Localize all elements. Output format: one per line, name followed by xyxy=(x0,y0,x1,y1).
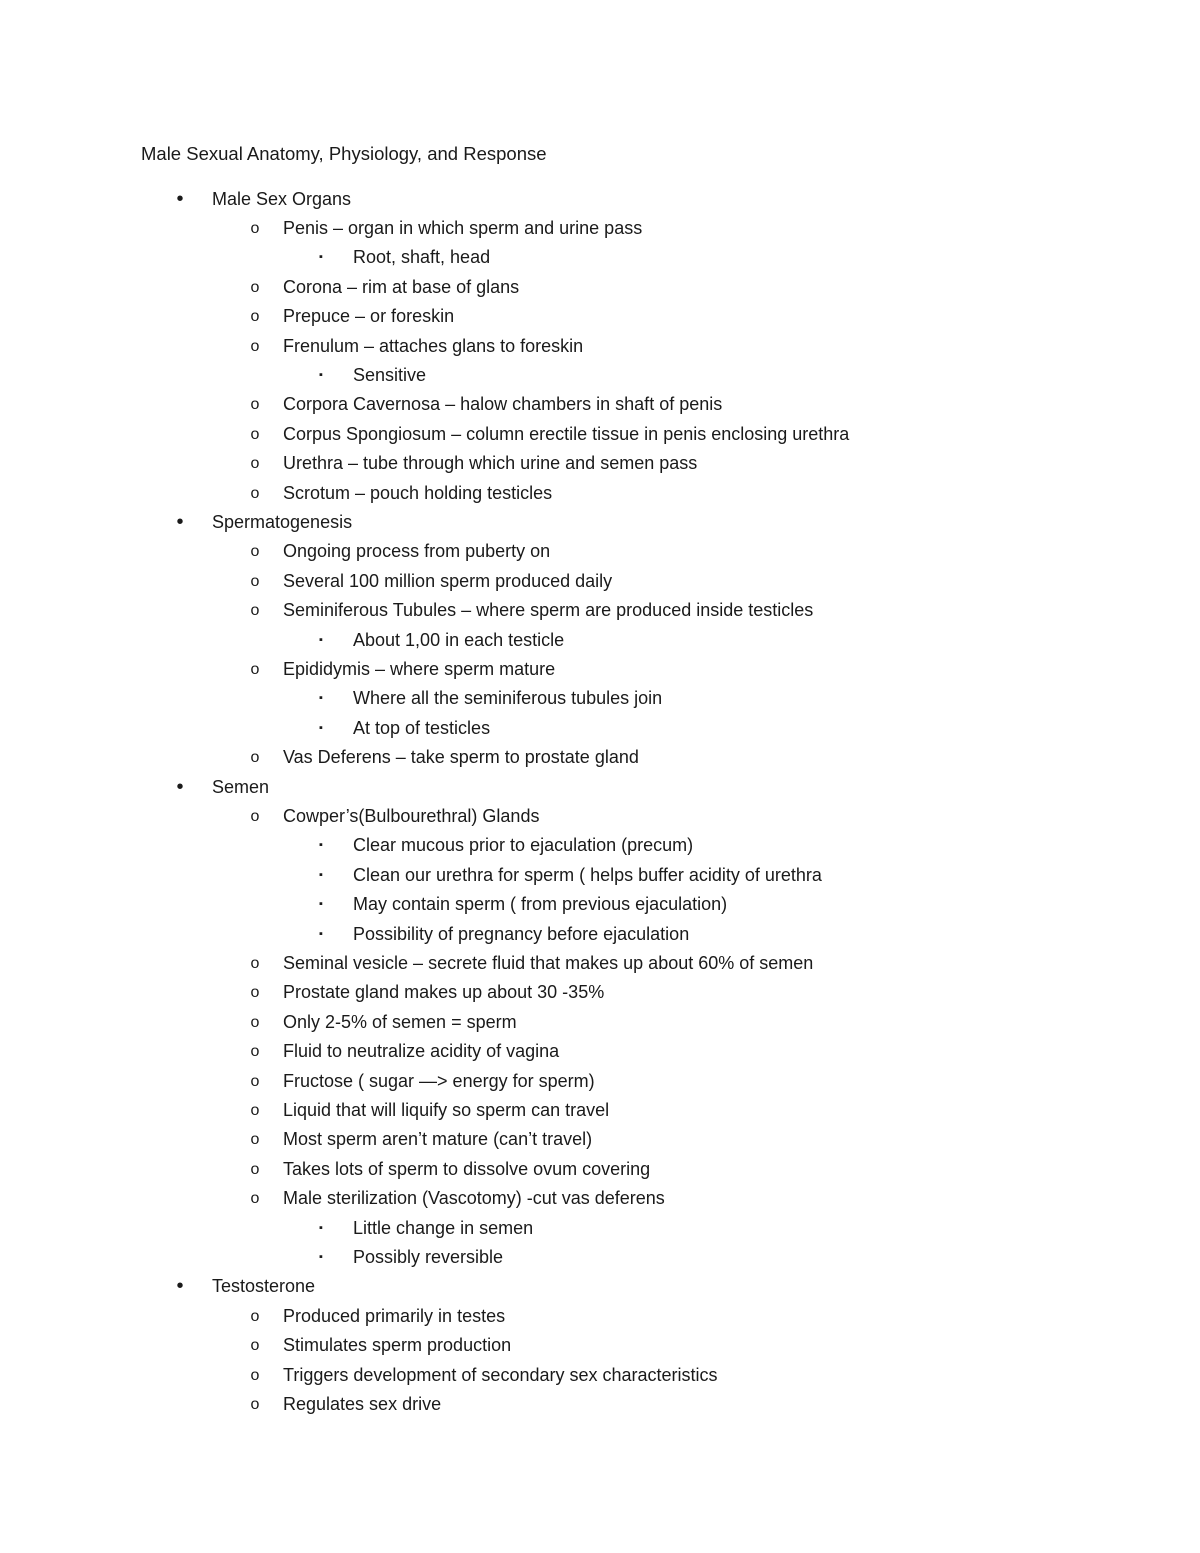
outline-item-text: Stimulates sperm production xyxy=(283,1335,512,1356)
bullet-square-icon: ▪ xyxy=(319,251,323,264)
bullet-circle-icon: o xyxy=(250,1190,260,1208)
outline-item-text: Frenulum – attaches glans to foreskin xyxy=(283,335,584,356)
outline-item-text: Testosterone xyxy=(212,1276,316,1297)
bullet-circle-icon: o xyxy=(250,1160,260,1178)
bullet-square-icon: ▪ xyxy=(319,898,323,911)
bullet-square-icon: ▪ xyxy=(319,721,323,734)
outline-item-text: Vas Deferens – take sperm to prostate gland xyxy=(283,747,639,768)
bullet-circle-icon: o xyxy=(250,1307,260,1325)
bullet-square-icon: ▪ xyxy=(319,633,323,646)
outline-item-text: Penis – organ in which sperm and urine pass xyxy=(283,217,643,238)
outline-item-text: Seminiferous Tubules – where sperm are produced inside testicles xyxy=(283,600,814,621)
outline-item-text: Epididymis – where sperm mature xyxy=(283,658,556,679)
outline-item-text: Produced primarily in testes xyxy=(283,1305,506,1326)
outline-item-text: Urethra – tube through which urine and semen pass xyxy=(283,453,698,474)
bullet-circle-icon: o xyxy=(250,337,260,355)
outline-item-text: Little change in semen xyxy=(353,1217,534,1238)
outline-item-text: Most sperm aren’t mature (can’t travel) xyxy=(283,1129,593,1150)
outline-item-text: Male sterilization (Vascotomy) -cut vas deferens xyxy=(283,1188,665,1209)
bullet-square-icon: ▪ xyxy=(319,927,323,940)
outline-item-text: Regulates sex drive xyxy=(283,1393,442,1414)
outline-item-text: Ongoing process from puberty on xyxy=(283,541,551,562)
outline-item-text: Male Sex Organs xyxy=(212,188,352,209)
outline-item-text: Prepuce – or foreskin xyxy=(283,306,455,327)
outline-item-text: Where all the seminiferous tubules join xyxy=(353,688,663,709)
bullet-square-icon: ▪ xyxy=(319,868,323,881)
bullet-circle-icon: o xyxy=(250,1131,260,1149)
bullet-circle-icon: o xyxy=(250,1101,260,1119)
bullet-circle-icon: o xyxy=(250,749,260,767)
outline-item-text: Prostate gland makes up about 30 -35% xyxy=(283,982,605,1003)
bullet-circle-icon: o xyxy=(250,1395,260,1413)
bullet-circle-icon: o xyxy=(250,278,260,296)
outline-item-text: Only 2-5% of semen = sperm xyxy=(283,1011,517,1032)
document-title: Male Sexual Anatomy, Physiology, and Response xyxy=(141,143,547,164)
outline-item-text: Corpora Cavernosa – halow chambers in shaft of penis xyxy=(283,394,723,415)
bullet-circle-icon: o xyxy=(250,572,260,590)
bullet-circle-icon: o xyxy=(250,1013,260,1031)
bullet-circle-icon: o xyxy=(250,484,260,502)
bullet-circle-icon: o xyxy=(250,1043,260,1061)
bullet-circle-icon: o xyxy=(250,543,260,561)
outline-item-text: Clear mucous prior to ejaculation (precum) xyxy=(353,835,694,856)
outline-item-text: Sensitive xyxy=(353,364,427,385)
outline-item-text: Clean our urethra for sperm ( helps buffer acidity of urethra xyxy=(353,864,822,885)
outline-item-text: May contain sperm ( from previous ejaculation) xyxy=(353,894,728,915)
outline-item-text: Corona – rim at base of glans xyxy=(283,276,520,297)
bullet-square-icon: ▪ xyxy=(319,368,323,381)
bullet-square-icon: ▪ xyxy=(319,1221,323,1234)
bullet-circle-icon: o xyxy=(250,1072,260,1090)
outline-item-text: Corpus Spongiosum – column erectile tissue in penis enclosing urethra xyxy=(283,423,850,444)
outline-item-text: Takes lots of sperm to dissolve ovum covering xyxy=(283,1158,651,1179)
bullet-square-icon: ▪ xyxy=(319,839,323,852)
outline-item-text: Triggers development of secondary sex characteristics xyxy=(283,1364,718,1385)
bullet-circle-icon: o xyxy=(250,308,260,326)
outline-item-text: At top of testicles xyxy=(353,717,491,738)
bullet-dot-icon: • xyxy=(176,1275,184,1298)
outline-item-text: Semen xyxy=(212,776,270,797)
outline-item-text: Spermatogenesis xyxy=(212,511,353,532)
bullet-dot-icon: • xyxy=(176,775,184,798)
outline-item-text: Several 100 million sperm produced daily xyxy=(283,570,613,591)
outline-item-text: Fructose ( sugar —> energy for sperm) xyxy=(283,1070,595,1091)
bullet-circle-icon: o xyxy=(250,396,260,414)
bullet-circle-icon: o xyxy=(250,807,260,825)
outline-item-text: Scrotum – pouch holding testicles xyxy=(283,482,553,503)
outline-item-text: Liquid that will liquify so sperm can travel xyxy=(283,1099,610,1120)
bullet-circle-icon: o xyxy=(250,954,260,972)
bullet-circle-icon: o xyxy=(250,1366,260,1384)
bullet-dot-icon: • xyxy=(176,187,184,210)
outline-item-text: Cowper’s(Bulbourethral) Glands xyxy=(283,805,540,826)
bullet-circle-icon: o xyxy=(250,219,260,237)
outline-item-text: Root, shaft, head xyxy=(353,247,491,268)
outline-item-text: Possibility of pregnancy before ejaculation xyxy=(353,923,690,944)
bullet-circle-icon: o xyxy=(250,455,260,473)
bullet-circle-icon: o xyxy=(250,602,260,620)
outline-item-text: About 1,00 in each testicle xyxy=(353,629,565,650)
bullet-circle-icon: o xyxy=(250,984,260,1002)
bullet-circle-icon: o xyxy=(250,660,260,678)
bullet-dot-icon: • xyxy=(176,510,184,533)
bullet-circle-icon: o xyxy=(250,1337,260,1355)
bullet-square-icon: ▪ xyxy=(319,1250,323,1263)
outline-item-text: Seminal vesicle – secrete fluid that makes up about 60% of semen xyxy=(283,952,814,973)
bullet-circle-icon: o xyxy=(250,425,260,443)
bullet-square-icon: ▪ xyxy=(319,692,323,705)
outline-item-text: Fluid to neutralize acidity of vagina xyxy=(283,1041,560,1062)
outline-item-text: Possibly reversible xyxy=(353,1246,504,1267)
